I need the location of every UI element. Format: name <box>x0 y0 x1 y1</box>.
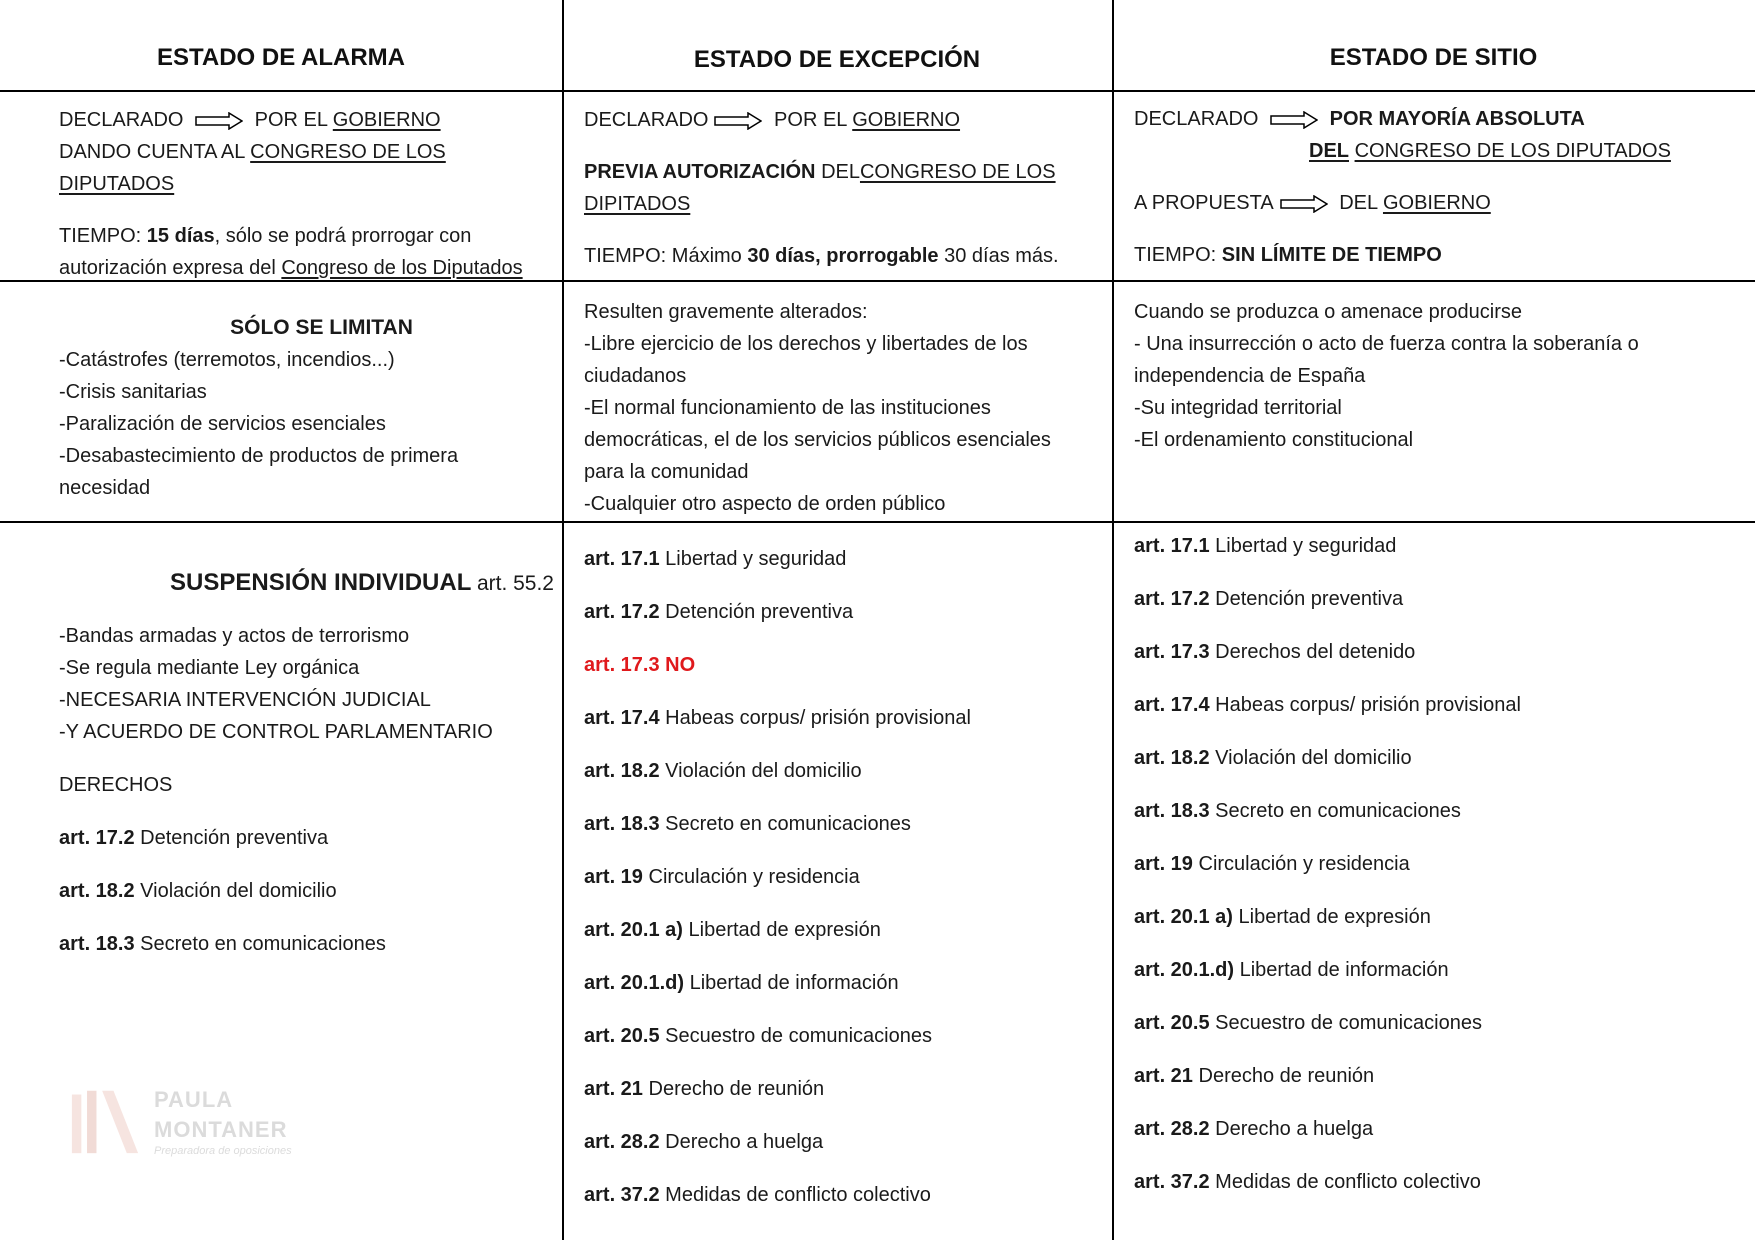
alarma-declaracion <box>59 104 554 284</box>
tiempo-dias: 30 días, prorrogable <box>747 245 939 267</box>
label-por-el: POR EL <box>774 109 847 131</box>
sitio-declaracion <box>1134 103 1749 271</box>
list-item: -Desabastecimiento de productos de primera <box>59 445 459 467</box>
label-congreso: CONGRESO DE LOS DIPUTADOS <box>59 141 446 195</box>
list-item: -Catástrofes (terremotos, incendios...) <box>59 349 395 371</box>
label-previa-autorizacion: PREVIA AUTORIZACIÓN <box>584 161 816 183</box>
article-item: art. 18.3 Secreto en comunicaciones <box>59 933 386 955</box>
list-item: para la comunidad <box>584 461 749 483</box>
sitio-supuestos <box>1134 296 1749 456</box>
article-item: art. 28.2 Derecho a huelga <box>1134 1118 1374 1140</box>
label-a-propuesta: A PROPUESTA <box>1134 192 1274 214</box>
article-item: art. 17.2 Detención preventiva <box>584 601 854 623</box>
label-declarado: DECLARADO <box>1134 108 1259 130</box>
label-congreso: CONGRESO DE LOS DIPUTADOS <box>1354 140 1671 162</box>
list-item: Resulten gravemente alterados: <box>584 301 868 323</box>
list-item: -Se regula mediante Ley orgánica <box>59 657 360 679</box>
list-item: -Crisis sanitarias <box>59 381 207 403</box>
label-declarado: DECLARADO <box>59 109 184 131</box>
tiempo-resto: 30 días más. <box>944 245 1059 267</box>
list-item: -El normal funcionamiento de las instituciones <box>584 397 991 419</box>
list-item: -Paralización de servicios esenciales <box>59 413 386 435</box>
list-item: -Cualquier otro aspecto de orden público <box>584 493 946 515</box>
header-alarma: ESTADO DE ALARMA <box>157 44 405 71</box>
excepcion-declaracion <box>584 104 1104 272</box>
article-item: art. 17.4 Habeas corpus/ prisión provisional <box>584 707 971 729</box>
label-del: DEL <box>821 161 860 183</box>
article-item: art. 20.1 a) Libertad de expresión <box>1134 906 1431 928</box>
list-item: -NECESARIA INTERVENCIÓN JUDICIAL <box>59 689 431 711</box>
article-item: art. 20.1.d) Libertad de información <box>1134 959 1449 981</box>
header-excepcion: ESTADO DE EXCEPCIÓN <box>693 46 981 73</box>
arrow-right-icon <box>714 112 762 130</box>
label-declarado: DECLARADO <box>584 109 709 131</box>
article-item: art. 17.4 Habeas corpus/ prisión provisional <box>1134 694 1521 716</box>
watermark-logo <box>70 1085 292 1157</box>
article-item: art. 37.2 Medidas de conflicto colectivo <box>1134 1171 1481 1193</box>
label-por-el: POR EL <box>254 109 328 131</box>
label-del-2: DEL <box>1339 192 1378 214</box>
article-item: art. 20.1.d) Libertad de información <box>584 972 899 994</box>
article-item: art. 18.3 Secreto en comunicaciones <box>1134 800 1461 822</box>
article-item: art. 21 Derecho de reunión <box>584 1078 825 1100</box>
article-item-no: art. 17.3 NO <box>584 654 696 676</box>
column-divider-1 <box>562 0 564 1240</box>
tiempo-dias: 15 días <box>146 225 215 247</box>
article-item: art. 18.2 Violación del domicilio <box>584 760 862 782</box>
logo-name-1: PAULA <box>154 1087 234 1112</box>
label-autorizacion: autorización expresa del <box>59 257 276 279</box>
label-del: DEL <box>1309 140 1349 162</box>
alarma-suspension <box>59 565 554 960</box>
suspension-art: art. 55.2 <box>476 572 554 595</box>
label-congreso-2: Congreso de los Diputados <box>281 257 523 279</box>
list-item: ciudadanos <box>584 365 687 387</box>
list-item: -Y ACUERDO DE CONTROL PARLAMENTARIO <box>59 721 493 743</box>
article-item: art. 17.2 Detención preventiva <box>59 827 329 849</box>
excepcion-articulos <box>584 543 1104 1211</box>
article-item: art. 28.2 Derecho a huelga <box>584 1131 824 1153</box>
article-item: art. 18.2 Violación del domicilio <box>1134 747 1412 769</box>
article-item: art. 20.5 Secuestro de comunicaciones <box>1134 1012 1482 1034</box>
logo-subtitle: Preparadora de oposiciones <box>154 1145 292 1157</box>
arrow-right-icon <box>195 112 243 130</box>
label-mayoria-absoluta: POR MAYORÍA ABSOLUTA <box>1329 108 1585 130</box>
label-dando-cuenta: DANDO CUENTA AL <box>59 141 245 163</box>
list-item: independencia de España <box>1134 365 1366 387</box>
article-item: art. 17.1 Libertad y seguridad <box>584 548 847 570</box>
article-item: art. 19 Circulación y residencia <box>584 866 860 888</box>
list-item: necesidad <box>59 477 151 499</box>
list-item: Cuando se produzca o amenace producirse <box>1134 301 1523 323</box>
label-gobierno: GOBIERNO <box>332 109 441 131</box>
article-item: art. 37.2 Medidas de conflicto colectivo <box>584 1184 931 1206</box>
label-tiempo: TIEMPO: <box>1134 244 1217 266</box>
list-item: -El ordenamiento constitucional <box>1134 429 1414 451</box>
row-divider-header <box>0 90 1755 92</box>
article-item: art. 21 Derecho de reunión <box>1134 1065 1375 1087</box>
article-item: art. 20.5 Secuestro de comunicaciones <box>584 1025 932 1047</box>
list-item: -Bandas armadas y actos de terrorismo <box>59 625 410 647</box>
label-tiempo: TIEMPO: <box>59 225 142 247</box>
logo-mark-icon <box>70 1086 140 1156</box>
arrow-right-icon <box>1270 111 1318 129</box>
column-divider-2 <box>1112 0 1114 1240</box>
alarma-supuestos <box>59 312 554 504</box>
label-congreso: CONGRESO DE LOS <box>859 161 1056 183</box>
list-item: -Su integridad territorial <box>1134 397 1342 419</box>
list-item: democráticas, el de los servicios públicos esenciales <box>584 429 1051 451</box>
article-item: art. 20.1 a) Libertad de expresión <box>584 919 881 941</box>
sitio-articulos <box>1134 530 1749 1198</box>
article-item: art. 19 Circulación y residencia <box>1134 853 1410 875</box>
article-item: art. 18.2 Violación del domicilio <box>59 880 337 902</box>
derechos-label: DERECHOS <box>59 774 173 796</box>
suspension-title: SUSPENSIÓN INDIVIDUAL <box>170 569 472 596</box>
excepcion-supuestos <box>584 296 1104 520</box>
tiempo-resto: , sólo se podrá prorrogar con <box>214 225 472 247</box>
label-gobierno: GOBIERNO <box>852 109 961 131</box>
tiempo-limite: SIN LÍMITE DE TIEMPO <box>1221 244 1442 266</box>
arrow-right-icon <box>1280 195 1328 213</box>
list-item: - Una insurrección o acto de fuerza contra la soberanía o <box>1134 333 1639 355</box>
article-item: art. 17.3 Derechos del detenido <box>1134 641 1416 663</box>
row-divider-2 <box>0 521 1755 523</box>
label-dipitados: DIPITADOS <box>584 193 691 215</box>
label-gobierno: GOBIERNO <box>1382 192 1491 214</box>
list-item: -Libre ejercicio de los derechos y libertades de los <box>584 333 1028 355</box>
article-item: art. 18.3 Secreto en comunicaciones <box>584 813 911 835</box>
label-tiempo: TIEMPO: Máximo <box>584 245 742 267</box>
supuestos-title: SÓLO SE LIMITAN <box>230 316 413 339</box>
header-sitio: ESTADO DE SITIO <box>1329 44 1538 71</box>
article-item: art. 17.2 Detención preventiva <box>1134 588 1404 610</box>
article-item: art. 17.1 Libertad y seguridad <box>1134 535 1397 557</box>
logo-name-2: MONTANER <box>154 1117 288 1142</box>
